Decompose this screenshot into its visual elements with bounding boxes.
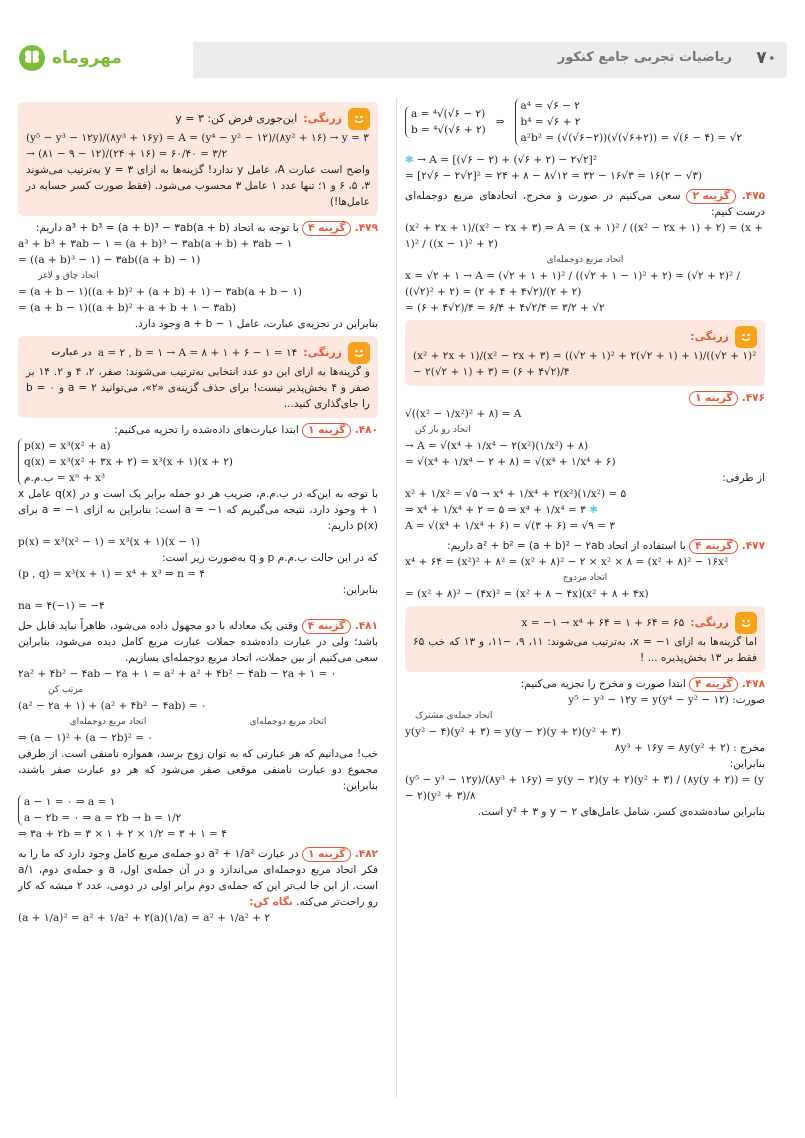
- butterfly-icon: [18, 44, 46, 72]
- right-column: [405, 98, 765, 824]
- answer-badge: گزینه ۱: [302, 423, 351, 438]
- smile-icon: [735, 612, 757, 634]
- star-icon: ✱: [589, 504, 598, 516]
- star-icon: ✱: [405, 154, 414, 166]
- brand-name: مهروماه: [52, 48, 122, 68]
- answer-badge: گزینه ۴: [689, 677, 738, 692]
- q475: ۴۷۵. گزینه ۲ سعی می‌کنیم در صورت و مخرج، اتحادهای مربع دوجمله‌ای درست کنیم: (x² + ۲x + ۱)/(x² − ۲x + ۳) ⇒ A = (x + ۱)² / ((x² − ۲x + ۱) + ۲) = (x + ۱)² / ((x − ۱)² + ۲) اتحاد مربع دوجمله‌ای x = √۲ + ۱ → A = (√۲ + ۱ + ۱)² / ((√۲ + ۱ − ۱)² + ۲) = (√۲ + ۲)² / ((√۲)² + ۲) = (۲ + ۴ + ۴√۲)/(۲ + ۲) = (۶ + ۴√۲)/۴ = ۶/۴ + ۴√۲/۴ = ۳/۲ + √۲: [405, 190, 766, 314]
- q481-system: a − ۱ = ۰ ⇒ a = ۱ a − ۲b = ۰ ⇒ a = ۲b → b = ۱/۲: [18, 794, 181, 826]
- tip-box: زرنگی: این‌جوری فرض کن: y = ۳ (y⁵ − y³ − ۱۲y)/(۸y³ + ۱۶y) = A = (y⁴ − y² − ۱۲)/(۸y² + ۱۶) → y = ۳ → (۸۱ − ۹ − ۱۲)/(۲۴ + ۱۶) = ۶۰/۴۰ = ۳/۲ واضح است عبارت A، عامل y ندارد! گزینه‌ها به ازای y = ۳ به‌ترتیب می‌شوند ۳، ۵، ۶ و ۱؛ تنها عدد ۱ عامل ۳ محسوب می‌شود. (فقط صورت کسر حسابه در عامل‌ها!): [18, 102, 378, 216]
- q477: ۴۷۷. گزینه ۴ با استفاده از اتحاد a² + b² = (a + b)² − ۲ab داریم: x⁴ + ۶۴ = (x²)² + ۸² = (x² + ۸)² − ۲ × x² × ۸ = (x² + ۸)² − ۱۶x² اتحاد مزدوج = (x² + ۸)² − (۴x)² = (x² + ۸ − ۴x)(x² + ۸ + ۴x): [405, 540, 765, 600]
- answer-badge: گزینه ۲: [686, 189, 735, 204]
- page-number: ۷۰: [756, 48, 777, 68]
- q478: ۴۷۸. گزینه ۴ ابتدا صورت و مخرج را تجزیه می‌کنیم: y⁵ − y³ − ۱۲y = y(y⁴ − y² − ۱۲) :صورت اتحاد جمله‌ی مشترک y(y² − ۴)(y² + ۳) = y(y − ۲)(y + ۲)(y² + ۳) ۸y³ + ۱۶y = ۸y(y² + ۲) : مخرج بنابراین: (y⁵ − y³ − ۱۲y)/(۸y³ + ۱۶y) = y(y − ۲)(y + ۲)(y² + ۳) / (۸y(y + ۲)) = (y − ۲)(y² + ۳)/۸ بنابراین ساده‌شده‌ی کسر، شامل عامل‌های y − ۲ و y² + ۳ است.: [405, 678, 765, 818]
- answer-badge: گزینه ۴: [302, 221, 351, 236]
- answer-badge: گزینه ۱: [302, 847, 351, 862]
- implies-icon: ⇒: [495, 116, 505, 128]
- q474-results: a⁴ = √۶ − ۲ b⁴ = √۶ + ۲ a²b² = (√(√۶−۲))(√(√۶+۲)) = √(۶ − ۴) = √۲: [515, 98, 742, 146]
- answer-badge: گزینه ۴: [689, 539, 738, 554]
- q479: ۴۷۹. گزینه ۴ با توجه به اتحاد a³ + b³ = (a + b)³ − ۳ab(a + b) داریم: a³ + b³ + ۳ab − ۱ = (a + b)³ − ۳ab(a + b) + ۳ab − ۱ = ((a + b)³ − ۱) − ۳ab((a + b) − ۱) اتحاد چاق و لاغر = (a + b − ۱)((a + b)² + (a + b) + ۱) − ۳ab(a + b − ۱) = (a + b − ۱)((a + b)² + a + b + ۱ − ۳ab) بنابراین در تجزیه‌ی عبارت، عامل a + b − ۱ وجود دارد.: [18, 222, 378, 330]
- column-divider: [396, 98, 397, 1098]
- q480-system: p(x) = x³(x² + a) q(x) = x³(x² + ۳x + ۲) = x³(x + ۱)(x + ۲) ب.م.م = xⁿ + x³: [18, 438, 233, 486]
- q481: ۴۸۱. گزینه ۴ وقتی یک معادله با دو مجهول داده می‌شود، ظاهراً نباید قابل حل باشد؛ ولی در عبارت داده‌شده جملات عبارت مربع کامل دیده می‌شود، بنابراین سعی می‌کنیم از بین جملات، اتحاد مربع دوجمله‌ای بسازیم. ۲a² + ۴b² − ۴ab − ۲a + ۱ = a² + a² + ۴b² − ۴ab − ۲a + ۱ = ۰ مرتب کن (a² − ۲a + ۱) + (a² + ۴b² − ۴ab) = ۰ اتحاد مربع دوجمله‌ای اتحاد مربع دوجمله‌ای ⇒ (a − ۱)² + (a − ۲b)² = ۰ خب! می‌دانیم که هر عبارتی که به توان زوج برسد، همواره نامنفی است. از طرفی مجموع دو عبارت نامنفی موقعی صفر می‌شود که هر دو عبارت صفر باشند، بنابراین: a − ۱ = ۰ ⇒ a = ۱ a − ۲b = ۰ ⇒ a = ۲b → b = ۱/۲ ⇒ ۳a + ۲b = ۳ × ۱ + ۲ × ۱/۲ = ۳ + ۱ = ۴: [18, 620, 378, 840]
- page-header: [18, 34, 787, 90]
- left-column: [18, 98, 378, 930]
- q480: ۴۸۰. گزینه ۱ ابتدا عبارت‌های داده‌شده را تجزیه می‌کنیم: p(x) = x³(x² + a) q(x) = x³(x² + ۳x + ۲) = x³(x + ۱)(x + ۲) ب.م.م = xⁿ + x³ با توجه به این‌که در ب.م.م، ضریب هر دو جمله برابر یک است و در q(x) عامل x + ۱ وجود دارد، نتیجه می‌گیریم که a = −۱ است: بنابراین به ازای a = −۱ برای p(x) داریم: p(x) = x³(x² − ۱) = x³(x + ۱)(x − ۱) که در این حالت ب.م.م p و q به‌صورت زیر است: (p , q) = x³(x + ۱) = x⁴ + x³ ⇒ n = ۴ بنابراین: na = ۴(−۱) = −۴: [18, 424, 379, 612]
- answer-badge: گزینه ۱: [689, 391, 738, 406]
- q476: ۴۷۶. گزینه ۱ √((x² − ۱/x²)² + ۸) = A اتحاد رو باز کن → A = √(x⁴ + ۱/x⁴ − ۲(x²)(۱/x²) + ۸) = √(x⁴ + ۱/x⁴ − ۲ + ۸) = √(x⁴ + ۱/x⁴ + ۶) از طرفی: x² + ۱/x² = √۵ → x⁴ + ۱/x⁴ + ۲(x²)(۱/x²) = ۵ ⇒ x⁴ + ۱/x⁴ + ۲ = ۵ ⇒ x⁴ + ۱/x⁴ = ۳ ✱ A = √(x⁴ + ۱/x⁴ + ۶) = √(۳ + ۶) = √۹ = ۳: [405, 392, 765, 532]
- book-title: ریاضیات تجربی جامع کنکور: [557, 50, 732, 65]
- q474-continuation: a = ⁴√(√۶ − ۲) b = ⁴√(√۶ + ۲) ⇒ a⁴ = √۶ − ۲ b⁴ = √۶ + ۲ a²b² = (√(√۶−۲))(√(√۶+۲)) = √(۶ − ۴) = √۲ ✱ → A = [(√۶ − ۲) + (√۶ + ۲) − ۲√۲]² = [۲√۶ − ۲√۲]² = ۲۴ + ۸ − ۸√۱۲ = ۳۲ − ۱۶√۳ = ۱۶(۲ − √۳): [405, 100, 743, 182]
- q482: ۴۸۲. گزینه ۱ در عبارت a² + ۱/a² دو جمله‌ی مربع کامل وجود دارد که ما را به فکر اتحاد مربع دوجمله‌ای می‌اندازد و در آن جمله‌ی اول، a و جمله‌ی دوم، ۱/a است. از این جا لب‌تر این که جمله‌ی دوم برابر اولی در دومی، عدد ۲ میشه که کار رو راحت‌تر می‌کنه. نگاه کن: (a + ۱/a)² = a² + ۱/a² + ۲(a)(۱/a) = a² + ۱/a² + ۲: [18, 848, 379, 924]
- answer-badge: گزینه ۴: [302, 619, 351, 634]
- tip-box: زرنگی: a = ۲ , b = ۱ → A = ۸ + ۱ + ۶ − ۱ = ۱۴ در عبارت و گزینه‌ها به ازای این دو عدد انتخابی به‌ترتیب می‌شوند: صفر، ۲، ۴ و ۲. ۱۴ بر صفر و ۴ بخش‌پذیر نیست! برای حذف گزینه‌ی «۲»، می‌توانید a = ۲ و b = ۰ را جای‌گذاری کنید...: [18, 336, 378, 418]
- tip-box: زرنگی: x = −۱ → x⁴ + ۶۴ = ۱ + ۶۴ = ۶۵ اما گزینه‌ها به ازای x = −۱، به‌ترتیب می‌شوند: ۱۱، ۹، −۱۱، و ۱۳ که خب ۶۵ فقط بر ۱۳ بخش‌پذیره ... !: [405, 606, 765, 672]
- smile-icon: [348, 342, 370, 364]
- q474-system: a = ⁴√(√۶ − ۲) b = ⁴√(√۶ + ۲): [405, 106, 486, 138]
- brand-logo: [18, 44, 122, 72]
- tip-box: زرنگی: (x² + ۲x + ۱)/(x² − ۲x + ۳) = ((√۲ + ۱)² + ۲(√۲ + ۱) + ۱)/((√۲ + ۱)² − ۲(√۲ + ۱) + ۳) = (۶ + ۴√۲)/۴: [405, 320, 765, 386]
- smile-icon: [735, 326, 757, 348]
- smile-icon: [348, 108, 370, 130]
